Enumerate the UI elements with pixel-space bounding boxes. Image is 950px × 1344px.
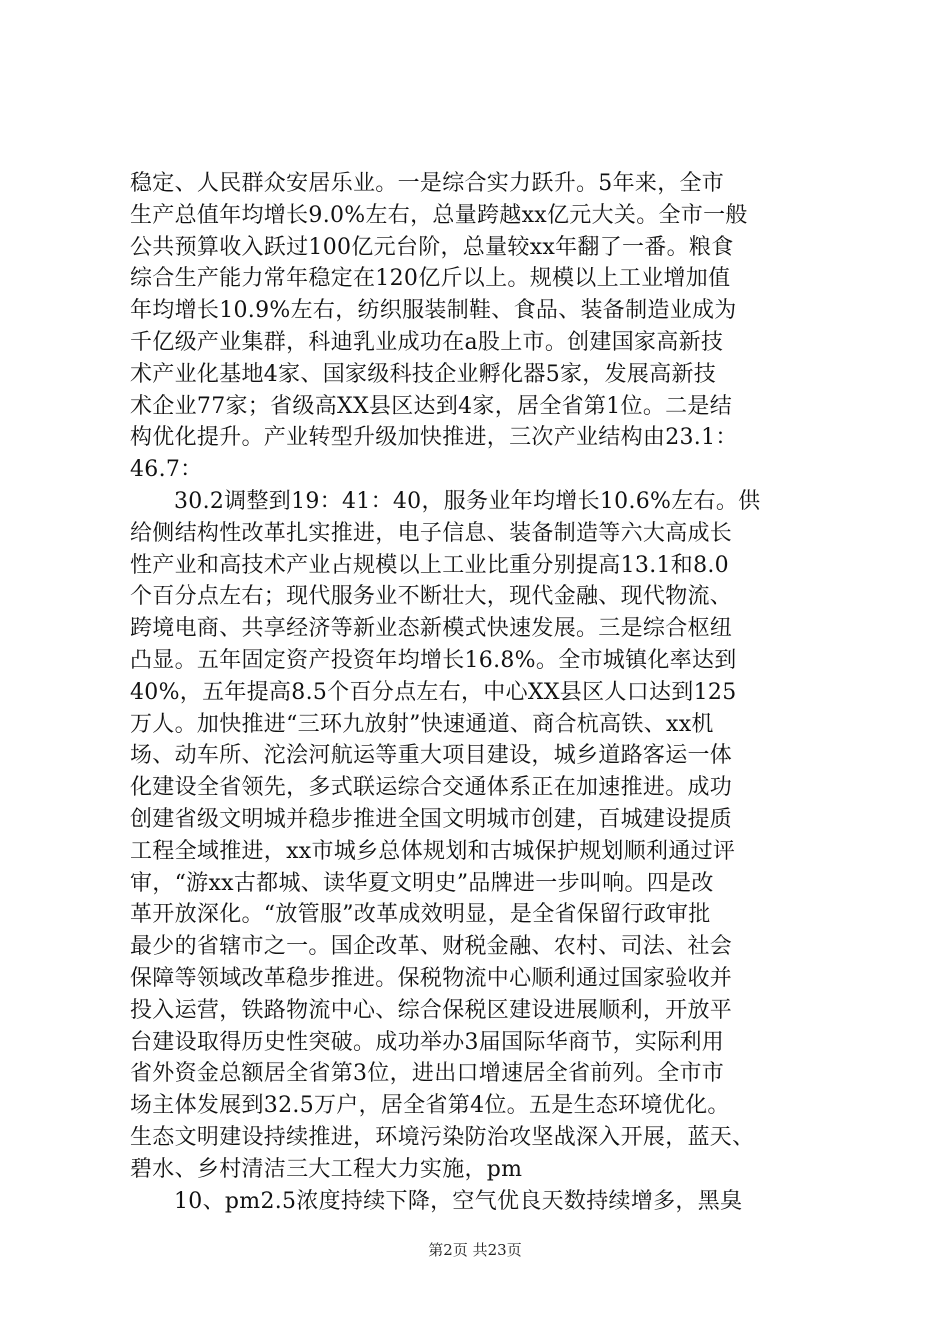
text-line: 最少的省辖市之一。国企改革、财税金融、农村、司法、社会 (130, 934, 733, 960)
page-footer: 第2页 共23页 (428, 1241, 522, 1259)
body-text (130, 168, 830, 1217)
text-line: 40%，五年提高8.5个百分点左右，中心XX县区人口达到125 (130, 679, 737, 705)
text-line: 46.7： (130, 457, 203, 483)
text-line: 性产业和高技术产业占规模以上工业比重分别提高13.1和8.0 (130, 552, 729, 578)
text-line: 工程全域推进，xx市城乡总体规划和古城保护规划顺利通过评 (130, 838, 736, 864)
text-line: 稳定、人民群众安居乐业。一是综合实力跃升。5年来，全市 (130, 171, 725, 196)
text-line: 个百分点左右；现代服务业不断壮大，现代金融、现代物流、 (130, 584, 733, 610)
text-line: 生态文明建设持续推进，环境污染防治攻坚战深入开展，蓝天、 (130, 1124, 755, 1150)
text-line: 年均增长10.9%左右，纺织服装制鞋、食品、装备制造业成为 (130, 298, 737, 324)
text-line: 跨境电商、共享经济等新业态新模式快速发展。三是综合枢纽 (130, 616, 733, 642)
text-line: 凸显。五年固定资产投资年均增长16.8%。全市城镇化率达到 (130, 647, 737, 673)
text-line: 公共预算收入跃过100亿元台阶，总量较xx年翻了一番。粮食 (130, 234, 734, 260)
text-line: 构优化提升。产业转型升级加快推进，三次产业结构由23.1： (130, 425, 738, 451)
text-line: 术企业77家；省级高XX县区达到4家，居全省第1位。二是结 (130, 393, 733, 419)
text-line: 场、动车所、沱浍河航运等重大项目建设，城乡道路客运一体 (130, 743, 733, 769)
text-line: 省外资金总额居全省第3位，进出口增速居全省前列。全市市 (130, 1061, 725, 1087)
text-line: 综合生产能力常年稳定在120亿斤以上。规模以上工业增加值 (130, 266, 731, 292)
text-line: 生产总值年均增长9.0%左右，总量跨越xx亿元大关。全市一般 (130, 202, 748, 228)
text-line: 台建设取得历史性突破。成功举办3届国际华商节，实际利用 (130, 1029, 725, 1055)
text-line: 千亿级产业集群，科迪乳业成功在a股上市。创建国家高新技 (130, 329, 724, 355)
text-line: 保障等领域改革稳步推进。保税物流中心顺利通过国家验收并 (130, 965, 733, 991)
text-line: 投入运营，铁路物流中心、综合保税区建设进展顺利，开放平 (130, 997, 733, 1023)
text-line: 碧水、乡村清洁三大工程大力实施，pm (130, 1156, 523, 1182)
text-line: 术产业化基地4家、国家级科技企业孵化器5家，发展高新技 (130, 361, 717, 387)
paragraph-start-line: 30.2调整到19：41：40，服务业年均增长10.6%左右。供 (174, 488, 761, 514)
text-line: 化建设全省领先，多式联运综合交通体系正在加速推进。成功 (130, 775, 733, 801)
text-line: 审，“游xx古都城、读华夏文明史”品牌进一步叫响。四是改 (130, 870, 714, 896)
text-line: 创建省级文明城并稳步推进全国文明城市创建，百城建设提质 (130, 806, 733, 832)
text-line: 万人。加快推进“三环九放射”快速通道、商合杭高铁、xx机 (130, 711, 714, 737)
text-line: 场主体发展到32.5万户，居全省第4位。五是生态环境优化。 (130, 1093, 730, 1119)
paragraph-start-line: 10、pm2.5浓度持续下降，空气优良天数持续增多，黑臭 (174, 1188, 743, 1214)
text-line: 给侧结构性改革扎实推进，电子信息、装备制造等六大高成长 (130, 520, 733, 546)
text-line: 革开放深化。“放管服”改革成效明显，是全省保留行政审批 (130, 902, 711, 928)
